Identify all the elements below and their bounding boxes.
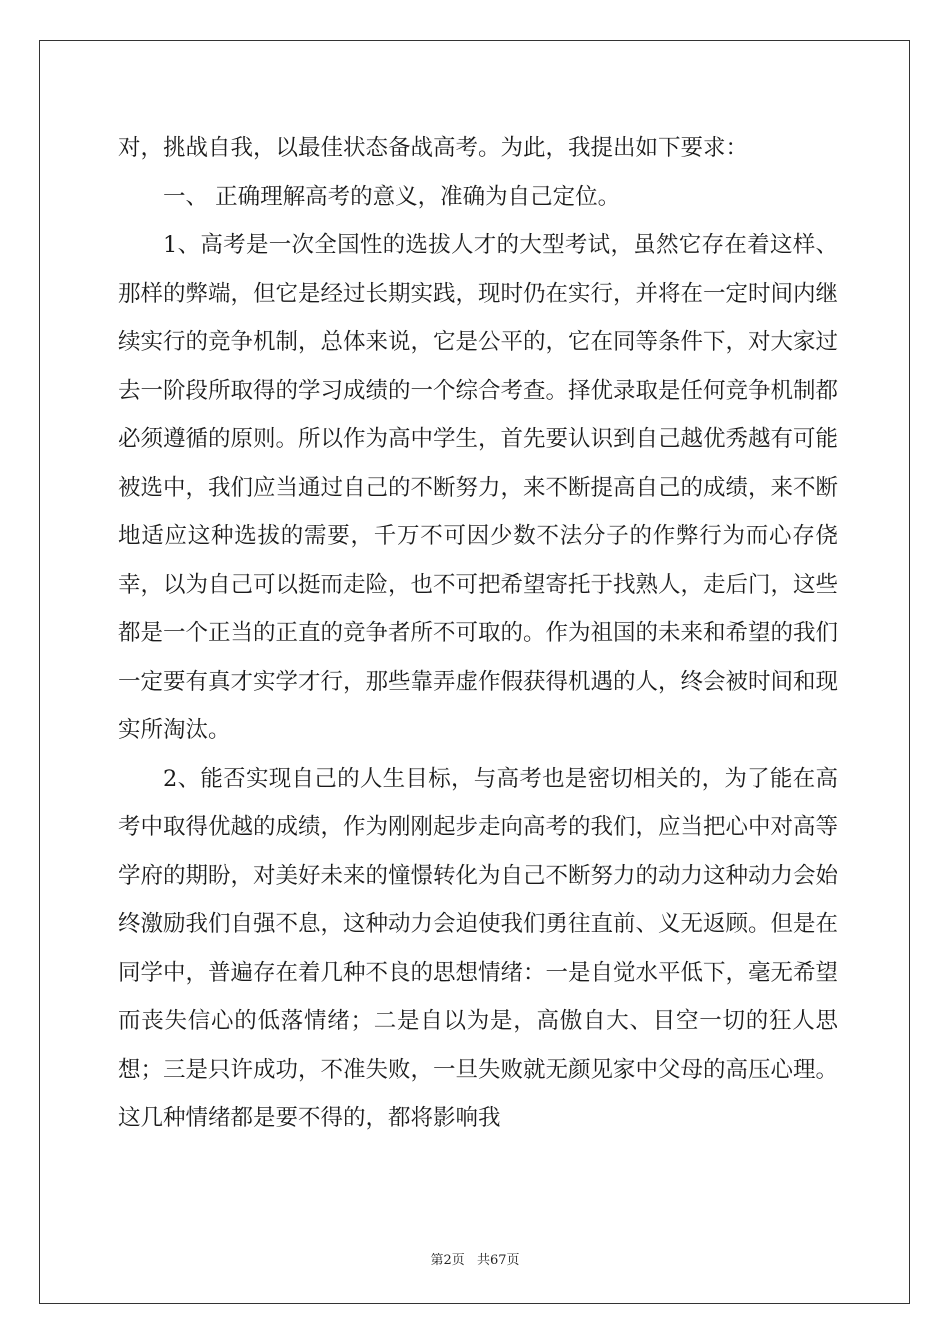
paragraph-point-1: 1、高考是一次全国性的选拔人才的大型考试，虽然它存在着这样、那样的弊端，但它是经过长期实践，现时仍在实行，并将在一定时间内继续实行的竞争机制，总体来说，它是公平的，它在同等条件下，对大家过去一阶段所取得的学习成绩的一个综合考查。择优录取是任何竞争机制都必须遵循的原则。所以作为高中学生，首先要认识到自己越优秀越有可能被选中，我们应当通过自己的不断努力，来不断提高自己的成绩，来不断地适应这种选拔的需要，千万不可因少数不法分子的作弊行为而心存侥幸，以为自己可以挺而走险，也不可把希望寄托于找熟人，走后门，这些都是一个正当的正直的竞争者所不可取的。作为祖国的未来和希望的我们一定要有真才实学才行，那些靠弄虚作假获得机遇的人，终会被时间和现实所淘汰。 xyxy=(118,232,839,743)
paragraph-heading-1: 一、 正确理解高考的意义，准确为自己定位。 xyxy=(163,183,621,210)
page-total: 共67页 xyxy=(476,1253,520,1268)
page-number: 第2页 xyxy=(430,1253,465,1268)
document-body xyxy=(118,124,838,1143)
paragraph-intro: 对，挑战自我，以最佳状态备战高考。为此，我提出如下要求： xyxy=(118,135,749,161)
page-footer xyxy=(0,1249,950,1268)
paragraph-point-2: 2、能否实现自己的人生目标，与高考也是密切相关的，为了能在高考中取得优越的成绩，作为刚刚起步走向高考的我们，应当把心中对高等学府的期盼，对美好未来的憧憬转化为自己不断努力的动力这种动力会始终激励我们自强不息，这种动力会迫使我们勇往直前、义无返顾。但是在同学中，普遍存在着几种不良的思想情绪：一是自觉水平低下，毫无希望而丧失信心的低落情绪；二是自以为是，高傲自大、目空一切的狂人思想；三是只许成功，不准失败，一旦失败就无颜见家中父母的高压心理。这几种情绪都是要不得的，都将影响我 xyxy=(118,765,839,1131)
